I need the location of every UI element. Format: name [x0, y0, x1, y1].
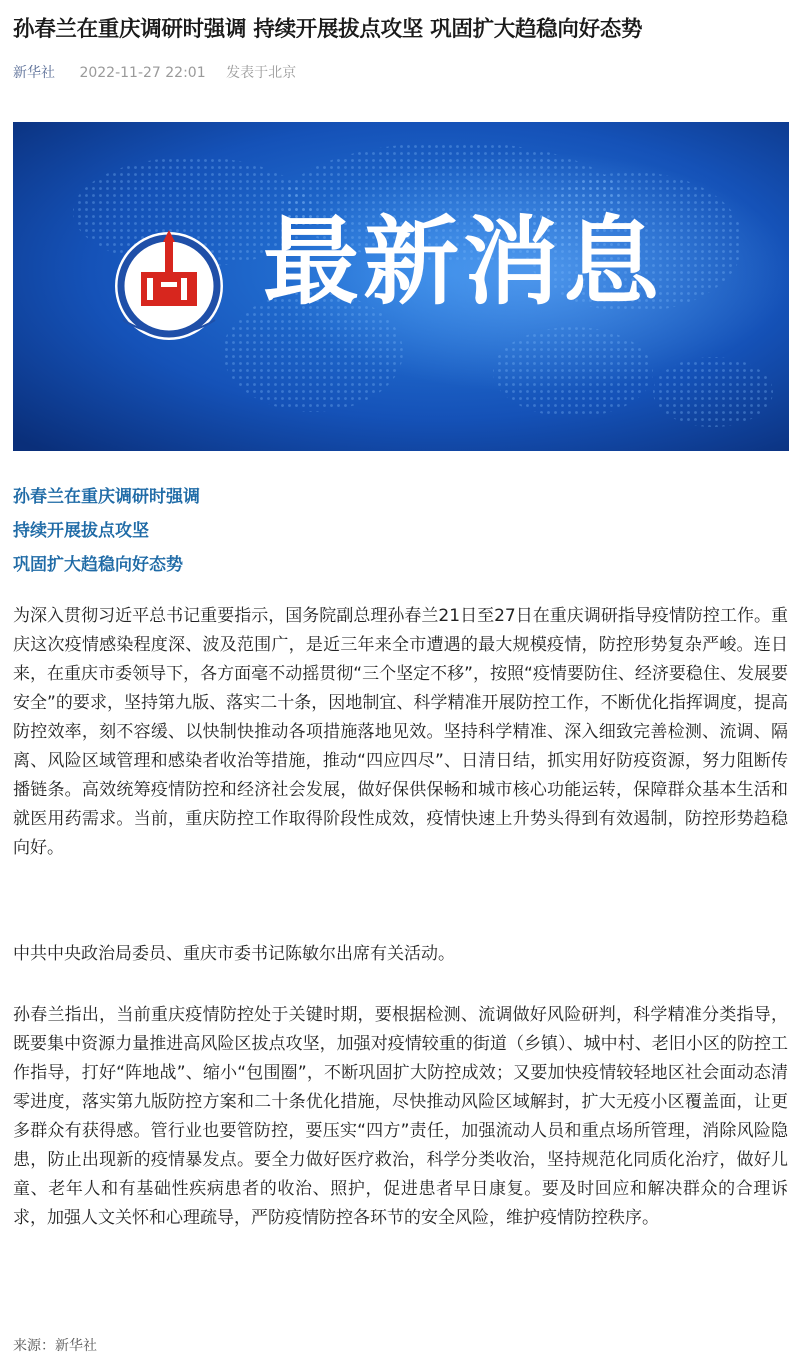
subtitle-line: 孙春兰在重庆调研时强调 [13, 487, 200, 507]
body-paragraph: 中共中央政治局委员、重庆市委书记陈敏尔出席有关活动。 [13, 944, 455, 964]
article-title: 孙春兰在重庆调研时强调 持续开展拔点攻坚 巩固扩大趋稳向好态势 [13, 17, 643, 42]
article-meta [13, 63, 296, 83]
publish-datetime: 2022-11-27 22:01 [79, 65, 206, 81]
body-paragraph: 为深入贯彻习近平总书记重要指示，国务院副总理孙春兰21日至27日在重庆调研指导疫情防控工作。重庆这次疫情感染程度深、波及范围广，是近三年来全市遭遇的最大规模疫情，防控形势复杂严峻。连日来，在重庆市委领导下，各方面毫不动摇贯彻“三个坚定不移”，按照“疫情要防住、经济要稳住、发展要安全”的要求，坚持第九版、落实二十条，因地制宜、科学精准开展防控工作，不断优化指挥调度，提高防控效率，刻不容缓、以快制快推动各项措施落地见效。坚持科学精准、深入细致完善检测、流调、隔离、风险区域管理和感染者收治等措施，推动“四应四尽”、日清日结，抓实用好防疫资源，努力阻断传播链条。高效统筹疫情防控和经济社会发展，做好保供保畅和城市核心功能运转，保障群众基本生活和就医用药需求。当前，重庆防控工作取得阶段性成效，疫情快速上升势头得到有效遏制，防控形势趋稳向好。 [13, 606, 788, 858]
publish-location: 发表于北京 [226, 65, 297, 81]
banner-headline: 最新消息 [263, 206, 663, 318]
article-subtitle [13, 480, 713, 582]
subtitle-line: 巩固扩大趋稳向好态势 [13, 555, 183, 575]
subtitle-line: 持续开展拔点攻坚 [13, 521, 149, 541]
news-banner [13, 122, 789, 451]
body-paragraph: 孙春兰指出，当前重庆疫情防控处于关键时期，要根据检测、流调做好风险研判，科学精准分类指导，既要集中资源力量推进高风险区拔点攻坚，加强对疫情较重的街道（乡镇）、城中村、老旧小区的防控工作指导，打好“阵地战”、缩小“包围圈”，不断巩固扩大防控成效；又要加快疫情较轻地区社会面动态清零进度，落实第九版防控方案和二十条优化措施，尽快推动风险区域解封，扩大无疫小区覆盖面，让更多群众有获得感。管行业也要管防控，要压实“四方”责任，加强流动人员和重点场所管理，消除风险隐患，防止出现新的疫情暴发点。要全力做好医疗救治，科学分类收治，坚持规范化同质化治疗，做好儿童、老年人和有基础性疾病患者的收治、照护，促进患者早日康复。要及时回应和解决群众的合理诉求，加强人文关怀和心理疏导，严防疫情防控各环节的安全风险，维护疫情防控秩序。 [13, 1005, 788, 1228]
source-link[interactable]: 新华社 [13, 65, 55, 81]
footer-source: 来源：新华社 [13, 1338, 97, 1354]
